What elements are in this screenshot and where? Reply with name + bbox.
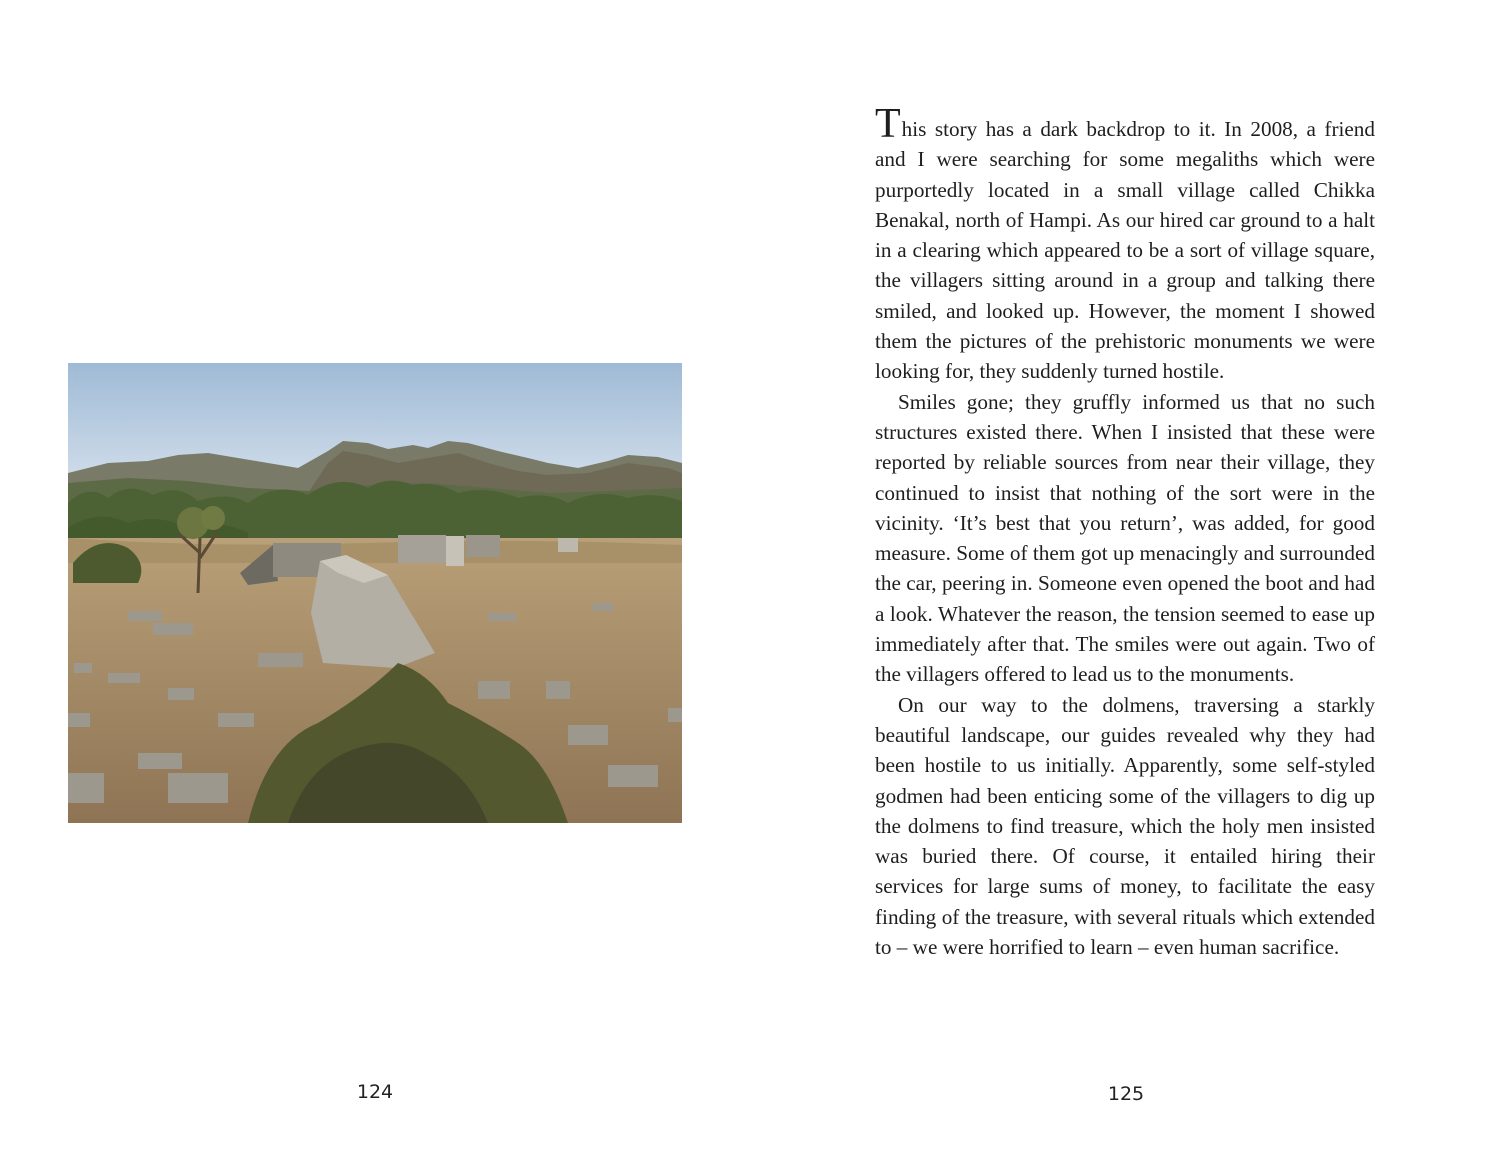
body-text bbox=[875, 101, 1375, 962]
paragraph-3: On our way to the dolmens, traversing a starkly beautiful landscape, our guides revealed why they had been hostile to us initially. Apparently, some self-styled godmen had been enticing some of the villagers to dig up the dolmens to find treasure, which the holy men insisted was buried there. Of course, it entailed hiring their services for large sums of money, to facilitate the easy finding of the treasure, with several rituals which extended to – we were horrified to learn – even human sacrifice. bbox=[875, 692, 1375, 960]
paragraph-2: Smiles gone; they gruffly informed us that no such structures existed there. When I insisted that these were reported by reliable sources from near their village, they continued to insist that nothing of the sort were in the vicinity. ‘It’s best that you return’, was added, for good measure. Some of them got up menacingly and surrounded the car, peering in. Someone even opened the boot and had a look. Whatever the reason, the tension seemed to ease up immediately after that. The smiles were out again. Two of the villagers offered to lead us to the monuments. bbox=[875, 389, 1375, 687]
paragraph-1-text: his story has a dark backdrop to it. In 2008, a friend and I were searching for some megaliths which were purportedly located in a small village called Chikka Benakal, north of Hampi. As our hired car ground to a halt in a clearing which appeared to be a sort of village square, the villagers sitting around in a group and talking there smiled, and looked up. However, the moment I showed them the pictures of the prehistoric monuments we were looking for, they suddenly turned hostile. bbox=[875, 117, 1375, 384]
megalith-photo-illustration bbox=[68, 363, 682, 823]
dropcap: T bbox=[875, 101, 901, 147]
page-number-right: 125 bbox=[1107, 1083, 1145, 1105]
page-number-left: 124 bbox=[356, 1081, 394, 1103]
megalith-photo bbox=[68, 363, 682, 823]
paragraph-1 bbox=[875, 101, 1375, 387]
right-page bbox=[750, 0, 1500, 1159]
